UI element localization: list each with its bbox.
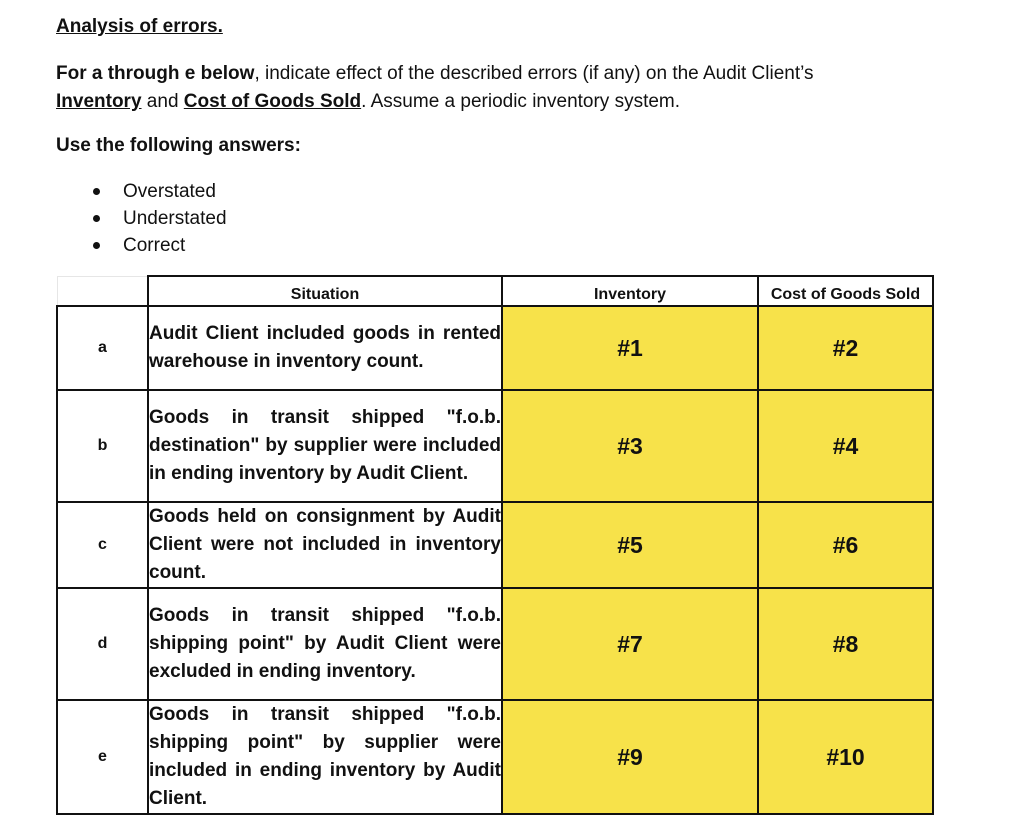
answer-option bbox=[88, 232, 227, 259]
table-header-row bbox=[57, 276, 933, 306]
header-blank-cell bbox=[57, 276, 148, 306]
instructions-paragraph bbox=[56, 60, 956, 116]
table-row bbox=[57, 588, 933, 700]
table-row bbox=[57, 306, 933, 390]
answer-option bbox=[88, 178, 227, 205]
inventory-answer-cell[interactable]: #3 bbox=[502, 390, 758, 502]
table-row bbox=[57, 390, 933, 502]
instructions-tail: . Assume a periodic inventory system. bbox=[361, 91, 681, 112]
row-letter: b bbox=[57, 390, 148, 502]
row-letter: a bbox=[57, 306, 148, 390]
row-letter: e bbox=[57, 700, 148, 814]
table-row bbox=[57, 502, 933, 588]
instructions-lead-rest: , indicate effect of the described errors (if any) on the Audit Client’s bbox=[254, 63, 814, 84]
inventory-answer-cell[interactable]: #5 bbox=[502, 502, 758, 588]
cogs-answer-cell[interactable]: #4 bbox=[758, 390, 933, 502]
page-title: Analysis of errors. bbox=[56, 16, 223, 37]
bullet-icon bbox=[93, 242, 100, 249]
cogs-answer-cell[interactable]: #2 bbox=[758, 306, 933, 390]
instructions-lead: For a through e below bbox=[56, 63, 255, 84]
bullet-icon bbox=[93, 188, 100, 195]
answer-option-label: Overstated bbox=[123, 181, 216, 202]
header-inventory: Inventory bbox=[502, 276, 758, 306]
header-cost-of-goods-sold: Cost of Goods Sold bbox=[758, 276, 933, 306]
situation-cell: Goods held on consignment by Audit Client were not included in inventory count. bbox=[148, 502, 502, 588]
inventory-answer-cell[interactable]: #9 bbox=[502, 700, 758, 814]
cogs-answer-cell[interactable]: #8 bbox=[758, 588, 933, 700]
instructions-connector: and bbox=[141, 91, 184, 112]
answer-option-label: Correct bbox=[123, 235, 186, 256]
situation-cell: Goods in transit shipped "f.o.b. destination" by supplier were included in ending inventory by Audit Client. bbox=[148, 390, 502, 502]
row-letter: d bbox=[57, 588, 148, 700]
row-letter: c bbox=[57, 502, 148, 588]
cogs-answer-cell[interactable]: #6 bbox=[758, 502, 933, 588]
answers-heading: Use the following answers: bbox=[56, 135, 301, 156]
term-cost-of-goods-sold: Cost of Goods Sold bbox=[183, 91, 362, 112]
situation-cell: Goods in transit shipped "f.o.b. shipping point" by Audit Client were excluded in ending inventory. bbox=[148, 588, 502, 700]
header-situation: Situation bbox=[148, 276, 502, 306]
inventory-answer-cell[interactable]: #1 bbox=[502, 306, 758, 390]
table-row bbox=[57, 700, 933, 814]
answer-options-list bbox=[88, 178, 227, 259]
cogs-answer-cell[interactable]: #10 bbox=[758, 700, 933, 814]
term-inventory: Inventory bbox=[56, 91, 142, 112]
answer-option-label: Understated bbox=[123, 208, 227, 229]
answer-option bbox=[88, 205, 227, 232]
inventory-answer-cell[interactable]: #7 bbox=[502, 588, 758, 700]
bullet-icon bbox=[93, 215, 100, 222]
situation-cell: Goods in transit shipped "f.o.b. shipping point" by supplier were included in ending inventory by Audit Client. bbox=[148, 700, 502, 814]
errors-table bbox=[56, 275, 934, 815]
situation-cell: Audit Client included goods in rented warehouse in inventory count. bbox=[148, 306, 502, 390]
